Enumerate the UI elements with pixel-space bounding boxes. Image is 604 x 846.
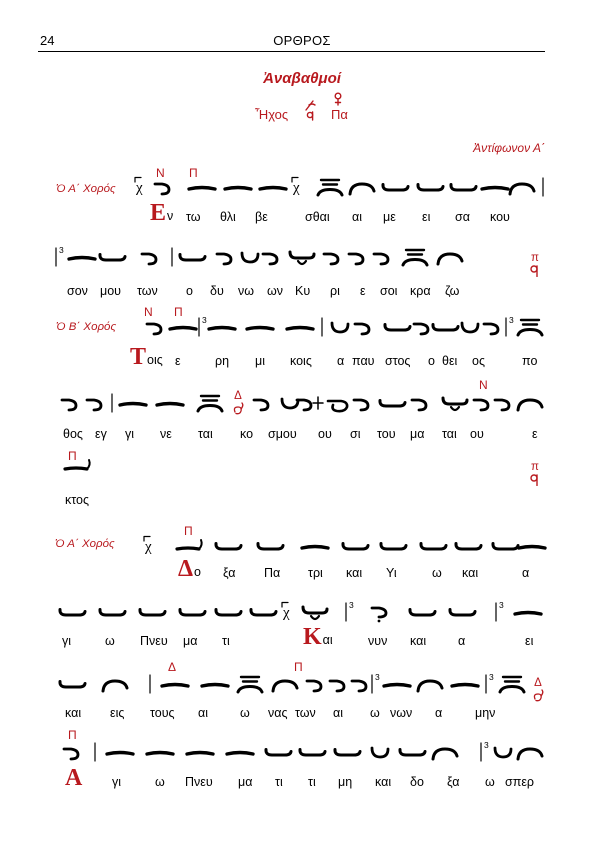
ison-icon: [447, 601, 477, 623]
triplet-number: 3: [489, 672, 494, 682]
triplet-number: 3: [375, 672, 380, 682]
ison-icon: [453, 535, 483, 557]
red-neume-letter: Δ: [168, 660, 177, 674]
lyric-syllable: και: [65, 706, 82, 720]
ison-icon: [137, 601, 167, 623]
lyric-syllable: σον: [67, 284, 88, 298]
lyric-syllable: εγ: [95, 427, 107, 441]
martyria-letter: Δ: [234, 390, 242, 402]
bar-line-icon: [319, 316, 325, 338]
ison-icon: [490, 535, 520, 557]
lyric-syllable: κοις: [290, 354, 312, 368]
ison-icon: [263, 741, 293, 763]
ison-icon: [297, 741, 327, 763]
gorgon-chi-icon: [291, 176, 305, 198]
triplet-number: 3: [499, 600, 504, 610]
choir-label: Ὁ Α΄ Χορός: [55, 538, 115, 550]
lyric-syllable: ρι: [330, 284, 340, 298]
pa-martyria-sign-icon: [528, 264, 542, 277]
martyria-sign: [528, 461, 542, 486]
apostrofos-icon: [346, 246, 368, 268]
pa-martyria-sign-icon: [528, 473, 542, 486]
lyric-syllable: τι: [308, 775, 316, 789]
red-neume-letter: Π: [294, 660, 303, 674]
lyric-syllable: ου: [470, 427, 484, 441]
lyric-syllable: α: [435, 706, 443, 720]
lyric-syllable: θει: [442, 354, 458, 368]
lyric-syllable: κρα: [410, 284, 431, 298]
lyric-syllable: ου: [318, 427, 332, 441]
bar-line-icon: [540, 176, 546, 198]
bar-line-triplet-icon: [484, 673, 496, 695]
ison-icon: [57, 673, 87, 695]
petasti-icon: [507, 176, 537, 198]
lyric-syllable: σθαι: [305, 210, 330, 224]
apostrofos-icon: [371, 246, 393, 268]
oligon-icon: [382, 673, 412, 695]
choir-label: Ὁ Β΄ Χορός: [56, 321, 117, 333]
ison-icon: [382, 316, 412, 338]
ison-icon: [255, 535, 285, 557]
oligon-icon: [145, 741, 175, 763]
oligon-icon: [207, 316, 237, 338]
lyric-syllable: Κυ: [295, 284, 311, 298]
lyric-syllable: α: [458, 634, 466, 648]
ison-icon: [213, 601, 243, 623]
bar-line-triplet-icon: [370, 673, 382, 695]
bar-line-triplet-icon: [494, 601, 506, 623]
lyric-syllable: των: [137, 284, 158, 298]
pa-tone-sign-icon: [333, 92, 343, 106]
lyric-syllable: νε: [160, 427, 172, 441]
lyric-syllable: ει: [525, 634, 534, 648]
lyric-syllable: δυ: [210, 284, 224, 298]
lyric-syllable: μα: [410, 427, 425, 441]
stacked-neume-icon: [195, 392, 225, 414]
lyric-syllable: ται: [198, 427, 213, 441]
di-martyria-sign-icon: [531, 689, 545, 702]
chi-sign: χ: [293, 180, 300, 196]
plagal-mode-sign-icon: [303, 99, 319, 121]
lyric-syllable: σα: [455, 210, 470, 224]
lyric-syllable: Πνευ: [140, 634, 168, 648]
yporroi-icon: [368, 741, 392, 763]
lyric-syllable: σμου: [268, 427, 297, 441]
lyric-syllable-initial: [150, 201, 173, 225]
apostrofos-icon: [214, 246, 236, 268]
lyric-syllable: σοι: [380, 284, 398, 298]
running-title: ΟΡΘΡΟΣ: [273, 33, 331, 48]
lyric-syllable-initial: [178, 557, 201, 581]
lyric-syllable-initial: [65, 766, 83, 790]
apostrofos-icon: [144, 316, 166, 338]
ison-icon: [407, 601, 437, 623]
ison-icon: [415, 176, 445, 198]
lyric-syllable: μου: [100, 284, 121, 298]
loop-neume-icon: [323, 392, 353, 414]
stacked-neume-icon: [315, 176, 345, 198]
martyria-letter: Δ: [534, 677, 542, 689]
lyric-syllable: ξα: [223, 566, 236, 580]
triplet-number: 3: [202, 315, 207, 325]
lyric-syllable: γι: [125, 427, 135, 441]
mode-label: Ἦχος: [255, 107, 289, 122]
lyric-syllable: μην: [475, 706, 496, 720]
apostrofos-icon: [251, 392, 273, 414]
oligon-icon: [258, 176, 288, 198]
lyric-syllable: τω: [186, 210, 201, 224]
apostrofos-icon: [139, 246, 161, 268]
yporroi-icon: [491, 741, 515, 763]
lyric-syllable: κτος: [65, 493, 89, 507]
lyric-syllable: των: [295, 706, 316, 720]
ison-icon: [378, 535, 408, 557]
ison-icon: [340, 535, 370, 557]
lyric-syllable: με: [383, 210, 396, 224]
martyria-sign: [531, 677, 545, 702]
oligon-icon: [105, 741, 135, 763]
lyric-syllable: γι: [62, 634, 72, 648]
lyric-syllable: ται: [442, 427, 457, 441]
apostrofos-icon: [471, 392, 493, 414]
lyric-syllable: αι: [333, 706, 344, 720]
lyric-syllable: ξα: [447, 775, 460, 789]
petasti-icon: [100, 673, 130, 695]
bar-line-triplet-icon: [54, 246, 66, 268]
bar-line-icon: [147, 673, 153, 695]
lyric-syllable: νω: [238, 284, 255, 298]
lyric-syllable: νυν: [368, 634, 388, 648]
lyric-syllable: θος: [63, 427, 83, 441]
chi-sign: χ: [283, 605, 290, 621]
ison-icon: [177, 601, 207, 623]
apostrofos-icon: [492, 392, 514, 414]
lyric-syllable: ε: [532, 427, 538, 441]
lyric-syllable: νας: [268, 706, 288, 720]
stacked-neume-icon: [235, 673, 265, 695]
ison-icon: [430, 316, 460, 338]
petasti-icon: [430, 741, 460, 763]
ison-icon: [213, 535, 243, 557]
triplet-number: 3: [349, 600, 354, 610]
red-neume-letter: Π: [189, 166, 198, 180]
oligon-icon: [285, 316, 315, 338]
lyric-syllable: μα: [238, 775, 253, 789]
ison-icon: [332, 741, 362, 763]
stacked-neume-icon: [400, 246, 430, 268]
ison-icon: [418, 535, 448, 557]
lyric-syllable: α: [337, 354, 345, 368]
petasti-icon: [515, 741, 545, 763]
oligon-icon: [67, 246, 97, 268]
apostrofos-icon: [409, 392, 431, 414]
drop-cap-rest: ο: [194, 565, 201, 579]
lyric-syllable: κου: [490, 210, 510, 224]
apostrofos-icon: [349, 673, 371, 695]
lyric-syllable: α: [522, 566, 530, 580]
martyria-sign: [231, 390, 245, 415]
lyric-syllable: και: [375, 775, 392, 789]
triplet-number: 3: [509, 315, 514, 325]
red-neume-letter: Π: [68, 449, 77, 463]
lyric-syllable: σι: [350, 427, 361, 441]
lyric-syllable: αι: [352, 210, 363, 224]
oligon-icon: [225, 741, 255, 763]
ison-icon: [248, 601, 278, 623]
lyric-syllable: μα: [183, 634, 198, 648]
petasti-icon: [347, 176, 377, 198]
lyric-syllable: μι: [255, 354, 265, 368]
lyric-syllable: και: [346, 566, 363, 580]
ison-icon: [97, 246, 127, 268]
lyric-syllable: ω: [370, 706, 380, 720]
lyric-syllable: ω: [155, 775, 165, 789]
petasti-icon: [270, 673, 300, 695]
oligon-icon: [118, 392, 148, 414]
oligon-icon: [517, 535, 547, 557]
oligon-icon: [513, 601, 543, 623]
yporroi-icon: [458, 316, 482, 338]
antiphon-heading: Ἀντίφωνον Α΄: [473, 141, 545, 155]
apostrofos-icon: [61, 741, 83, 763]
apostrofos-icon: [352, 316, 374, 338]
martyria-sign: [528, 252, 542, 277]
petasti-icon: [435, 246, 465, 268]
apostrofos-icon: [59, 392, 81, 414]
triplet-number: 3: [484, 740, 489, 750]
oligon-icon: [155, 392, 185, 414]
lyric-syllable-initial: [303, 625, 333, 649]
lyric-syllable: ε: [360, 284, 366, 298]
ison-icon: [97, 601, 127, 623]
lyric-syllable: του: [377, 427, 396, 441]
apostrofos-icon: [260, 246, 282, 268]
ison-icon: [177, 246, 207, 268]
hymn-title: Ἀναβαθμοί: [263, 70, 341, 87]
lyric-syllable: δο: [410, 775, 424, 789]
lyric-syllable: και: [462, 566, 479, 580]
lyric-syllable: γι: [112, 775, 122, 789]
martyria-letter: π: [531, 252, 539, 264]
gorgon-chi-icon: [143, 535, 157, 557]
lyric-syllable: Πα: [264, 566, 281, 580]
bar-line-icon: [109, 392, 115, 414]
lyric-syllable: ων: [267, 284, 284, 298]
ison-icon: [397, 741, 427, 763]
lyric-syllable: ο: [428, 354, 435, 368]
drop-cap: Κ: [303, 624, 322, 650]
lyric-syllable: κο: [240, 427, 254, 441]
lyric-syllable: και: [410, 634, 427, 648]
bar-line-icon: [92, 741, 98, 763]
petasti-icon: [515, 392, 545, 414]
lyric-syllable: πο: [522, 354, 538, 368]
mode-tone: Πα: [331, 107, 348, 122]
chi-sign: χ: [136, 180, 143, 196]
lyric-syllable: ω: [105, 634, 115, 648]
ison-icon: [380, 176, 410, 198]
apostrofos-icon: [327, 673, 349, 695]
lyric-syllable: τι: [222, 634, 230, 648]
lyric-syllable: νων: [390, 706, 413, 720]
lyric-syllable: εις: [110, 706, 125, 720]
lyric-syllable-initial: [130, 345, 163, 369]
ison-icon: [377, 392, 407, 414]
red-neume-letter: Π: [68, 728, 77, 742]
ison-icon: [57, 601, 87, 623]
red-neume-letter: Π: [174, 305, 183, 319]
lyric-syllable: Πνευ: [185, 775, 213, 789]
di-martyria-sign-icon: [231, 402, 245, 415]
oligon-hook-icon: [175, 535, 205, 557]
lyric-syllable: ο: [186, 284, 193, 298]
gorgon-chi-icon: [281, 601, 295, 623]
lyric-syllable: σπερ: [505, 775, 535, 789]
oligon-icon: [300, 535, 330, 557]
martyria-letter: π: [531, 461, 539, 473]
yporroi-icon: [238, 246, 262, 268]
lyric-syllable: ε: [175, 354, 181, 368]
oligon-icon: [245, 316, 275, 338]
lyric-syllable: Υι: [386, 566, 397, 580]
page-number: 24: [40, 33, 55, 48]
stacked-neume-icon: [497, 673, 527, 695]
drop-cap: Α: [65, 765, 83, 791]
red-neume-letter: Ν: [479, 378, 488, 392]
lyric-syllable: τρι: [308, 566, 323, 580]
ison-icon: [448, 176, 478, 198]
oligon-icon: [450, 673, 480, 695]
apostrofos-icon: [481, 316, 503, 338]
red-neume-letter: Π: [184, 524, 193, 538]
drop-cap-rest: αι: [322, 633, 333, 647]
oligon-icon: [480, 176, 510, 198]
oligon-icon: [185, 741, 215, 763]
oligon-icon: [160, 673, 190, 695]
lyric-syllable: ζω: [445, 284, 460, 298]
lyric-syllable: ω: [432, 566, 442, 580]
choir-label: Ὁ Α΄ Χορός: [56, 183, 116, 195]
cup-with-tail-neume-icon: [300, 601, 330, 623]
oligon-icon: [223, 176, 253, 198]
stacked-neume-icon: [515, 316, 545, 338]
apostrofos-icon: [304, 673, 326, 695]
lyric-syllable: παυ: [352, 354, 375, 368]
bar-line-triplet-icon: [344, 601, 356, 623]
lyric-syllable: ω: [485, 775, 495, 789]
apostrofos-icon: [321, 246, 343, 268]
apostrofos-dot-icon: [369, 601, 391, 623]
red-neume-letter: Ν: [156, 166, 165, 180]
lyric-syllable: ω: [240, 706, 250, 720]
lyric-syllable: βε: [255, 210, 268, 224]
cup-with-tail-neume-icon: [440, 392, 470, 414]
lyric-syllable: ει: [422, 210, 431, 224]
lyric-syllable: μη: [338, 775, 353, 789]
lyric-syllable: θλι: [220, 210, 236, 224]
cup-with-tail-neume-icon: [287, 246, 317, 268]
bar-line-icon: [169, 246, 175, 268]
yporroi-icon: [328, 316, 352, 338]
drop-cap: Ε: [150, 200, 167, 226]
red-neume-letter: Ν: [144, 305, 153, 319]
chi-sign: χ: [145, 539, 152, 555]
bar-line-triplet-icon: [479, 741, 491, 763]
drop-cap-rest: οις: [147, 353, 163, 367]
apostrofos-icon: [351, 392, 373, 414]
lyric-syllable: τους: [150, 706, 175, 720]
lyric-syllable: αι: [198, 706, 209, 720]
lyric-syllable: ος: [472, 354, 485, 368]
oligon-icon: [168, 316, 198, 338]
drop-cap-rest: ν: [167, 209, 174, 223]
lyric-syllable: στος: [385, 354, 411, 368]
gorgon-chi-icon: [134, 176, 148, 198]
petasti-icon: [415, 673, 445, 695]
oligon-icon: [200, 673, 230, 695]
header-rule: [38, 51, 545, 52]
apostrofos-icon: [84, 392, 106, 414]
triplet-number: 3: [59, 245, 64, 255]
lyric-syllable: ρη: [215, 354, 230, 368]
drop-cap: Τ: [130, 344, 147, 370]
lyric-syllable: τι: [275, 775, 283, 789]
drop-cap: Δ: [178, 556, 194, 582]
